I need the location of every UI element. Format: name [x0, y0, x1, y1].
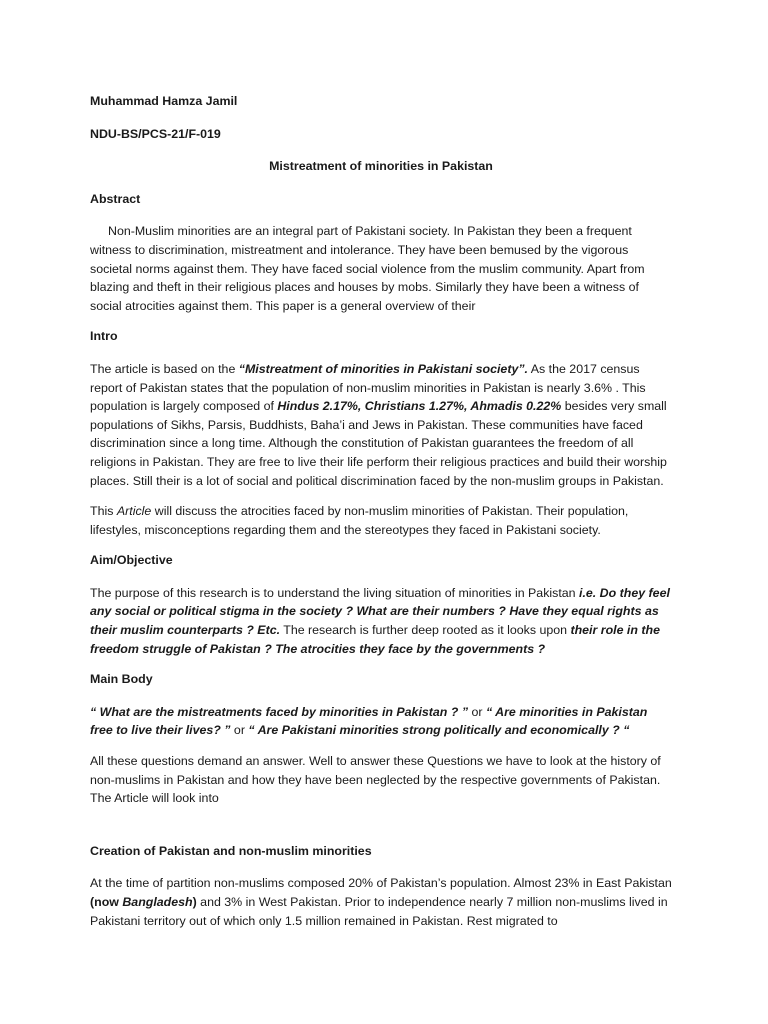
creation-bangladesh: Bangladesh: [122, 895, 193, 909]
intro-p1-article-title: “Mistreatment of minorities in Pakistani society”.: [238, 361, 528, 376]
aim-heading: Aim/Objective: [90, 553, 173, 568]
aim-role-questions: their role in the freedom struggle of Pakistan ? The atrocities they face by the governments ?: [90, 623, 660, 656]
student-id: NDU-BS/PCS-21/F-019: [90, 126, 221, 141]
aim-questions: i.e. Do they feel any social or political stigma in the society ? What are their numbers ? Have they equal rights as their muslim counterparts ? Etc.: [90, 585, 670, 638]
or-2: or: [230, 723, 249, 738]
main-body-questions: [90, 703, 672, 740]
creation-paragraph: [90, 874, 672, 930]
question-3: “ Are Pakistani minorities strong politically and economically ? “: [248, 723, 630, 738]
intro-paragraph-2: [90, 502, 672, 539]
intro-p1-text-e: besides very small populations of Sikhs, Parsis, Buddhists, Baha’i and Jews in Pakistan. These communities have faced discrimination since a long time. Although the constitution of Pakistan guarantees the freedom of all religions in Pakistan. They are free to live their life perform their religious practices and build their worship places. Still their is a lot of social and political discrimination faced by the non-muslim groups in Pakistan.: [90, 399, 667, 488]
intro-p2-article: Article: [116, 504, 152, 519]
creation-now: (now: [90, 895, 123, 909]
creation-text-e: and 3% in West Pakistan. Prior to independence nearly 7 million non-muslims lived in Pakistani territory out of which only 1.5 million remained in Pakistan. Rest migrated to: [90, 895, 668, 928]
document-title: Mistreatment of minorities in Pakistan: [269, 159, 493, 174]
main-body-paragraph: All these questions demand an answer. Well to answer these Questions we have to look at the history of non-muslims in Pakistan and how they have been neglected by the respective governments of Pakistan. The Article will look into: [90, 754, 661, 806]
intro-p1-text-a: The article is based on the: [90, 361, 239, 376]
creation-heading: Creation of Pakistan and non-muslim minorities: [90, 843, 372, 858]
author-name: Muhammad Hamza Jamil: [90, 94, 238, 108]
intro-heading: Intro: [90, 329, 118, 344]
intro-p2-text-c: will discuss the atrocities faced by non-muslim minorities of Pakistan. Their population, lifestyles, misconceptions regarding them and the stereotypes they faced in Pakistani society.: [90, 504, 629, 537]
intro-p2-text-a: This: [90, 504, 117, 519]
creation-text-a: At the time of partition non-muslims composed 20% of Pakistan’s population. Almost 23% in East Pakistan: [90, 876, 672, 891]
abstract-paragraph: Non-Muslim minorities are an integral part of Pakistani society. In Pakistan they been a frequent witness to discrimination, mistreatment and intolerance. They have been bemused by the vigorous societal norms against them. They have faced social violence from the muslim community. Apart from blazing and theft in their religious places and houses by mobs. Similarly they have been a witness of social atrocities against them. This paper is a general overview of their: [90, 224, 645, 313]
aim-text-c: The research is further deep rooted as it looks upon: [280, 623, 571, 638]
question-1: “ What are the mistreatments faced by minorities in Pakistan ? ”: [90, 704, 469, 719]
intro-p1-percentages: Hindus 2.17%, Christians 1.27%, Ahmadis 0.22%: [277, 399, 562, 414]
aim-paragraph: [90, 584, 672, 658]
aim-text-a: The purpose of this research is to understand the living situation of minorities in Pakistan: [90, 585, 580, 600]
question-2: “ Are minorities in Pakistan free to live their lives? ”: [90, 704, 648, 738]
creation-close-paren: ): [192, 895, 197, 909]
abstract-heading: Abstract: [90, 191, 141, 206]
intro-paragraph-1: [90, 360, 672, 490]
intro-p1-text-c: As the 2017 census report of Pakistan states that the population of non-muslim minorities in Pakistan is nearly 3.6% . This population is largely composed of: [90, 361, 646, 414]
or-1: or: [468, 704, 486, 719]
main-body-heading: Main Body: [90, 672, 153, 687]
